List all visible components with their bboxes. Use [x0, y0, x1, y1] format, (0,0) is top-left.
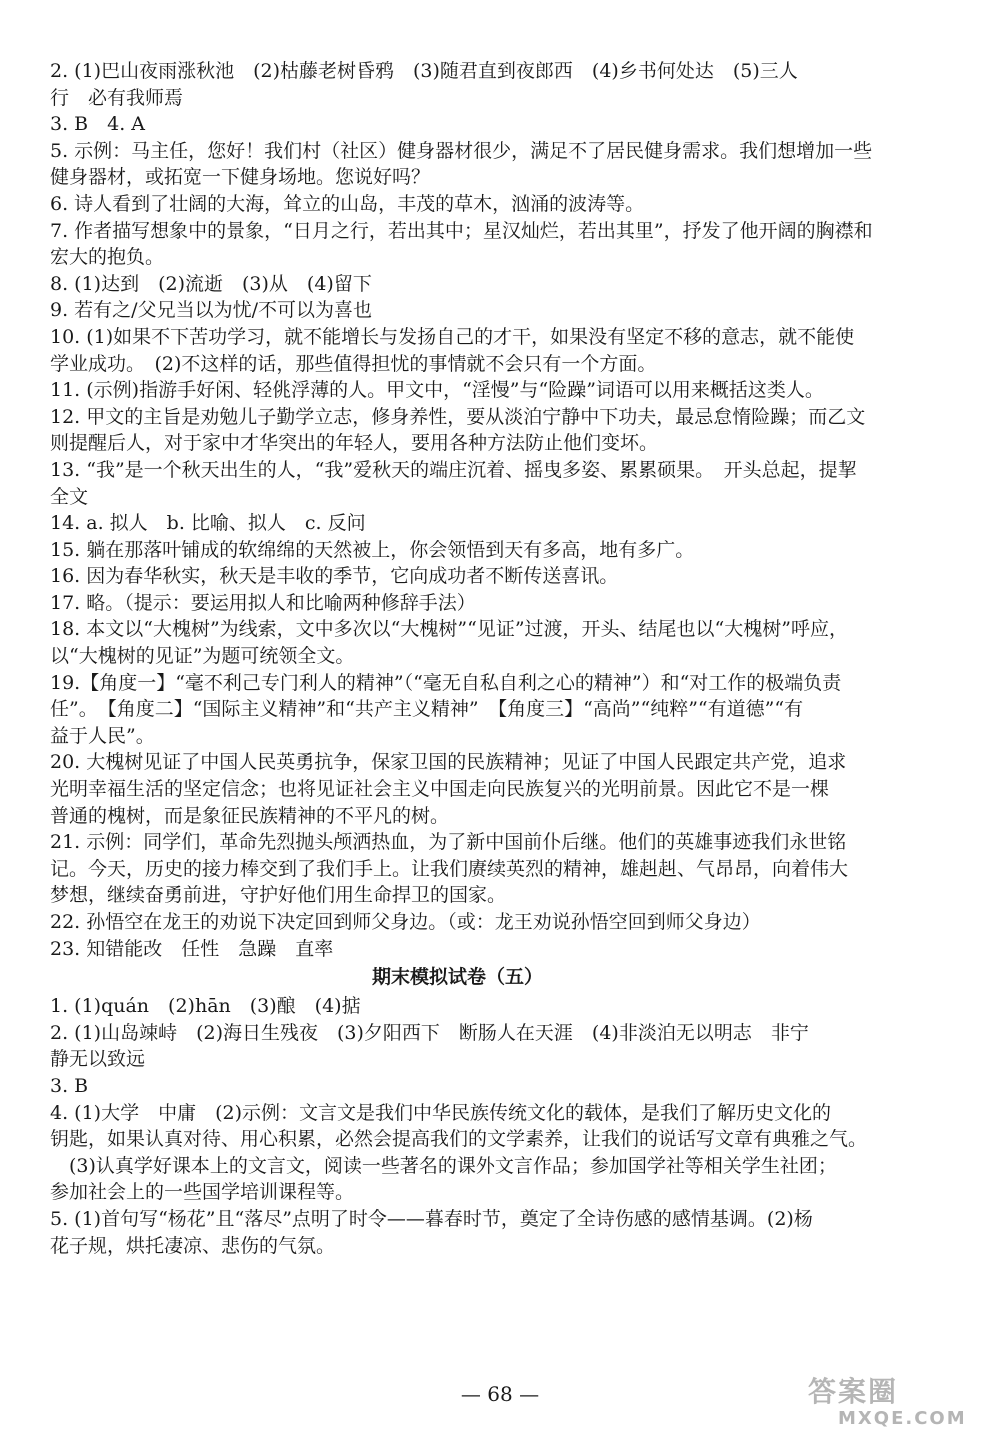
answer-line: 10. (1)如果不下苦功学习，就不能增长与发扬自己的才干，如果没有坚定不移的意志，就不能使	[50, 325, 855, 348]
answer-block-2	[50, 993, 868, 1259]
answer-line: 记。今天，历史的接力棒交到了我们手上。让我们赓续英烈的精神，雄赳赳、气昂昂，向着伟大	[50, 857, 849, 880]
answer-line: 光明幸福生活的坚定信念；也将见证社会主义中国走向民族复兴的光明前景。因此它不是一棵	[50, 778, 830, 801]
answer-line: 22. 孙悟空在龙王的劝说下决定回到师父身边。（或：龙王劝说孙悟空回到师父身边）	[50, 911, 761, 933]
answer-line: (3)认真学好课本上的文言文，阅读一些著名的课外文言作品；参加国学社等相关学生社团；	[50, 1154, 837, 1177]
answer-line: 静无以致远	[50, 1048, 146, 1071]
answer-line: 2. (1)巴山夜雨涨秋池 (2)枯藤老树昏鸦 (3)随君直到夜郎西 (4)乡书何处达 (5)三人	[50, 60, 798, 82]
answer-line: 2. (1)山岛竦峙 (2)海日生残夜 (3)夕阳西下 断肠人在天涯 (4)非淡泊无以明志 非宁	[50, 1021, 809, 1044]
answer-line: 参加社会上的一些国学培训课程等。	[50, 1181, 355, 1204]
answer-line: 1. (1)quán (2)hān (3)酿 (4)掂	[50, 995, 361, 1018]
answer-line: 3. B 4. A	[50, 113, 146, 136]
answer-line: 4. (1)大学 中庸 (2)示例：文言文是我们中华民族传统文化的载体，是我们了解历史文化的	[50, 1101, 831, 1124]
answer-line: 钥匙，如果认真对待、用心积累，必然会提高我们的文学素养，让我们的说话写文章有典雅之气。	[50, 1128, 868, 1151]
answer-line: 6. 诗人看到了壮阔的大海，耸立的山岛，丰茂的草木，汹涌的波涛等。	[50, 192, 645, 215]
answer-line: 9. 若有之/父兄当以为忧/不可以为喜也	[50, 299, 372, 322]
answer-line: 健身器材，或拓宽一下健身场地。您说好吗？	[50, 166, 431, 189]
answer-line: 普通的槐树，而是象征民族精神的不平凡的树。	[50, 804, 450, 827]
answer-line: 梦想，继续奋勇前进，守护好他们用生命捍卫的国家。	[50, 884, 507, 907]
answer-line: 则提醒后人，对于家中才华突出的年轻人，要用各种方法防止他们变坏。	[50, 432, 659, 455]
watermark-cn-text: 答案圈	[808, 1375, 899, 1408]
answer-line: 21. 示例：同学们，革命先烈抛头颅洒热血，为了新中国前仆后继。他们的英雄事迹我们永世铭	[50, 831, 847, 854]
answer-line: 14. a. 拟人 b. 比喻、拟人 c. 反问	[50, 512, 366, 535]
answer-line: 16. 因为春华秋实，秋天是丰收的季节，它向成功者不断传送喜讯。	[50, 565, 619, 588]
answer-line: 任”。 【角度二】“国际主义精神”和“共产主义精神” 【角度三】“高尚”“纯粹”“有道德”“有	[50, 698, 804, 721]
answer-line: 18. 本文以“大槐树”为线索，文中多次以“大槐树”“见证”过渡，开头、结尾也以“大槐树”呼应，	[50, 618, 848, 641]
answer-line: 8. (1)达到 (2)流逝 (3)从 (4)留下	[50, 272, 372, 295]
answer-line: 学业成功。 (2)不这样的话，那些值得担忧的事情就不会只有一个方面。	[50, 352, 657, 375]
answer-line: 20. 大槐树见证了中国人民英勇抗争，保家卫国的民族精神；见证了中国人民跟定共产党，追求	[50, 751, 847, 774]
answer-line: 19.【角度一】“毫不利己专门利人的精神”（“毫无自私自利之心的精神”）和“对工作的极端负责	[50, 671, 842, 694]
answer-line: 3. B	[50, 1074, 89, 1097]
answer-line: 5. (1)首句写“杨花”且“落尽”点明了时令——暮春时节，奠定了全诗伤感的感情基调。(2)杨	[50, 1207, 813, 1230]
answer-line: 全文	[50, 485, 89, 508]
page-number: — 68 —	[460, 1382, 540, 1406]
answer-line: 宏大的抱负。	[50, 246, 165, 269]
answer-line: 7. 作者描写想象中的景象，“日月之行，若出其中；星汉灿烂，若出其里”，抒发了他开阔的胸襟和	[50, 219, 873, 242]
answer-line: 花子规，烘托凄凉、悲伤的气氛。	[50, 1234, 336, 1257]
answer-line: 益于人民”。	[50, 724, 155, 747]
answer-line: 11. (示例)指游手好闲、轻佻浮薄的人。甲文中，“淫慢”与“险躁”词语可以用来概括这类人。	[50, 379, 824, 402]
answer-line: 行 必有我师焉	[50, 86, 184, 109]
answer-line: 23. 知错能改 任性 急躁 直率	[50, 937, 334, 960]
answer-page	[50, 58, 873, 1259]
answer-line: 13. “我”是一个秋天出生的人，“我”爱秋天的端庄沉着、摇曳多姿、累累硕果。 开头总起，提挈	[50, 458, 857, 481]
section-title: 期末模拟试卷（五）	[371, 966, 543, 989]
answer-line: 12. 甲文的主旨是劝勉儿子勤学立志，修身养性，要从淡泊宁静中下功夫，最忌怠惰险躁；而乙文	[50, 405, 866, 428]
watermark-logo	[808, 1375, 968, 1435]
watermark-en-text: MXQE.COM	[838, 1408, 967, 1429]
answer-line: 15. 躺在那落叶铺成的软绵绵的天然被上，你会领悟到天有多高，地有多广。	[50, 538, 695, 561]
answer-line: 17. 略。（提示：要运用拟人和比喻两种修辞手法）	[50, 591, 476, 614]
answer-line: 以“大槐树的见证”为题可统领全文。	[50, 645, 355, 668]
answer-line: 5. 示例：马主任，您好！我们村（社区）健身器材很少，满足不了居民健身需求。我们想增加一些	[50, 139, 873, 162]
answer-block-1	[50, 58, 873, 962]
